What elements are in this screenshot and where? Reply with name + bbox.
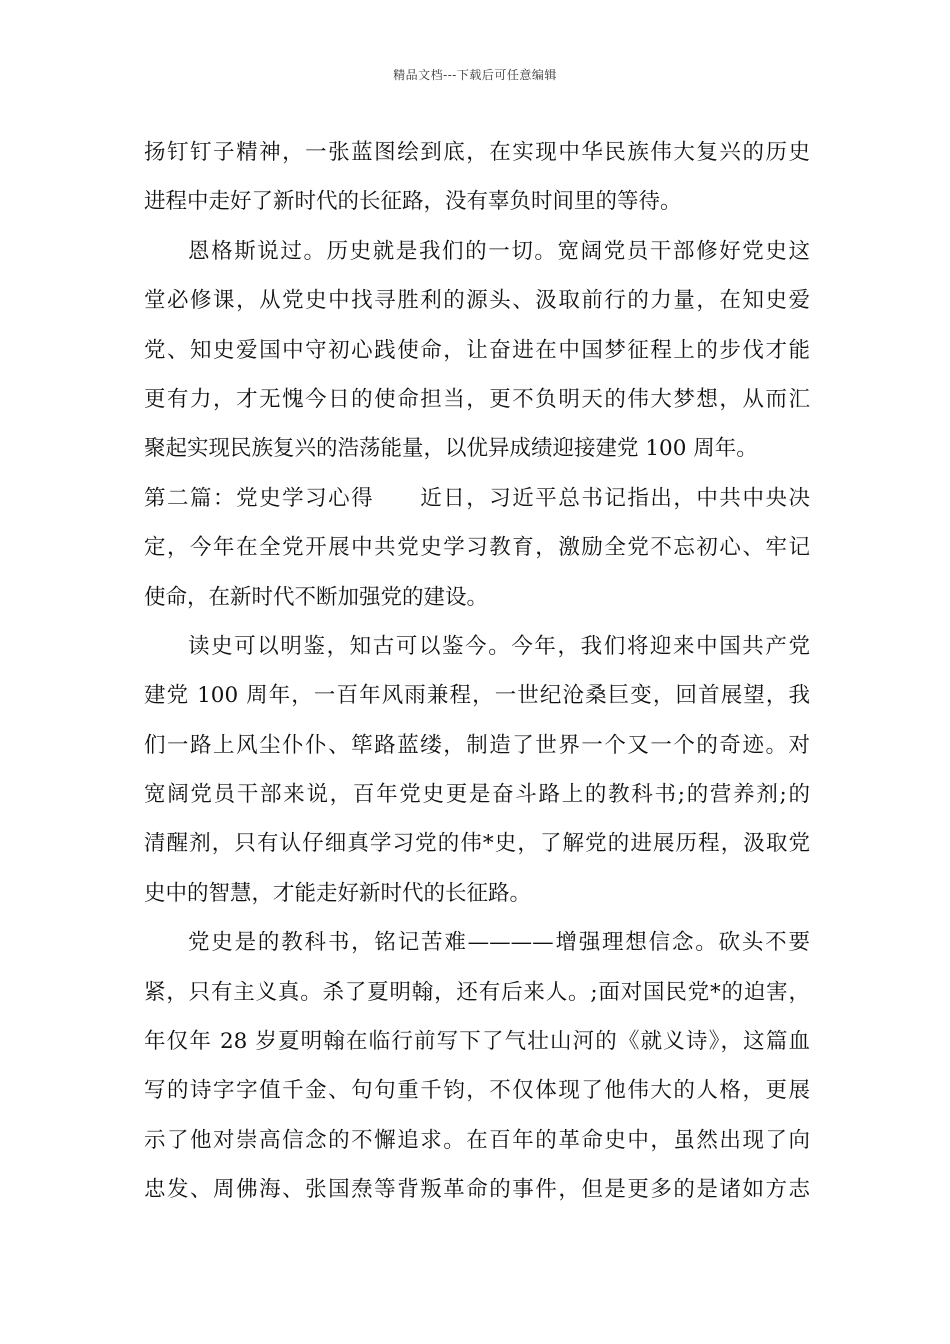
text-line: 年仅年 28 岁夏明翰在临行前写下了气壮山河的《就义诗》，这篇血	[144, 1029, 810, 1055]
text-line: 定，今年在全党开展中共党史学习教育，激励全党不忘初心、牢记	[144, 535, 810, 561]
text-line: 聚起实现民族复兴的浩荡能量，以优异成绩迎接建党 100 周年。	[144, 436, 758, 462]
text-line: 恩格斯说过。历史就是我们的一切。宽阔党员干部修好党史这	[188, 238, 810, 264]
text-line: 建党 100 周年，一百年风雨兼程，一世纪沧桑巨变，回首展望，我	[144, 683, 810, 709]
page-header: 精品文档---下载后可任意编辑	[393, 68, 557, 82]
text-line: 党史是的教科书，铭记苦难————增强理想信念。砍头不要	[188, 930, 810, 956]
text-line: 读史可以明鉴，知古可以鉴今。今年，我们将迎来中国共产党	[188, 633, 810, 659]
text-line: 党、知史爱国中守初心践使命，让奋进在中国梦征程上的步伐才能	[144, 337, 810, 363]
text-line: 示了他对崇高信念的不懈追求。在百年的革命史中，虽然出现了向	[144, 1127, 810, 1153]
text-line: 使命，在新时代不断加强党的建设。	[144, 584, 489, 610]
text-line: 史中的智慧，才能走好新时代的长征路。	[144, 880, 532, 906]
text-line: 忠发、周佛海、张国焘等背叛革命的事件，但是更多的是诸如方志	[144, 1177, 810, 1203]
text-line: 进程中走好了新时代的长征路，没有辜负时间里的等待。	[144, 189, 682, 215]
text-line: 们一路上风尘仆仆、筚路蓝缕，制造了世界一个又一个的奇迹。对	[144, 732, 810, 758]
text-line: 清醒剂，只有认仔细真学习党的伟*史，了解党的进展历程，汲取党	[144, 831, 810, 857]
document-body	[144, 128, 810, 1215]
text-line: 紧，只有主义真。杀了夏明翰，还有后来人。;面对国民党*的迫害，	[144, 979, 810, 1005]
text-line: 第二篇：党史学习心得 近日，习近平总书记指出，中共中央决	[144, 485, 810, 511]
text-line: 写的诗字字值千金、句句重千钧，不仅体现了他伟大的人格，更展	[144, 1078, 810, 1104]
text-line: 更有力，才无愧今日的使命担当，更不负明天的伟大梦想，从而汇	[144, 386, 810, 412]
text-line: 宽阔党员干部来说，百年党史更是奋斗路上的教科书;的营养剂;的	[144, 782, 810, 808]
text-line: 扬钉钉子精神，一张蓝图绘到底，在实现中华民族伟大复兴的历史	[144, 140, 810, 165]
text-line: 堂必修课，从党史中找寻胜利的源头、汲取前行的力量，在知史爱	[144, 288, 810, 314]
